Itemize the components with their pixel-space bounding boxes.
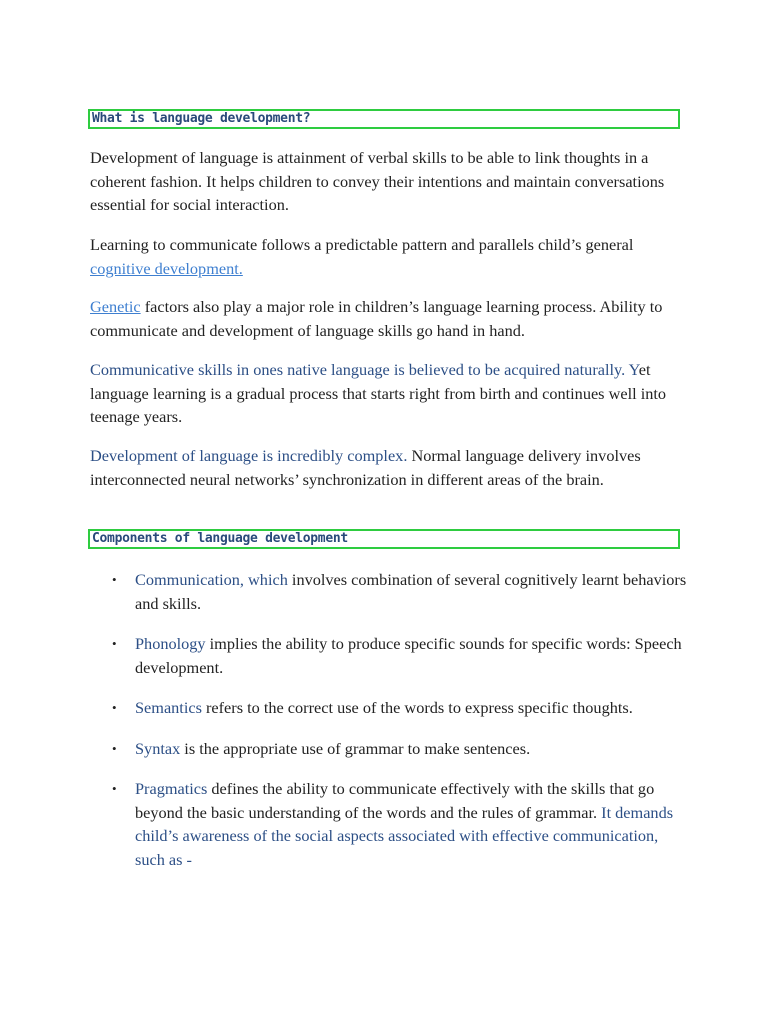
cognitive-development-link[interactable]: cognitive development. (90, 258, 243, 278)
list-item-syntax (90, 737, 690, 761)
bullet-icon: • (112, 700, 117, 715)
term-communication: Communication, which (135, 570, 288, 589)
pragmatics-highlight: It demands child’s awareness of the social aspects associated with effective communication, such as - (135, 802, 674, 869)
paragraph-complexity (90, 444, 690, 491)
term-syntax: Syntax (135, 738, 181, 758)
paragraph-communicative-skills (90, 358, 690, 429)
term-semantics: Semantics (135, 698, 202, 717)
complexity-text: Normal language delivery involves interconnected neural networks’ synchronization in different areas of the brain. (90, 446, 641, 489)
complexity-highlight: Development of language is incredibly complex. (90, 446, 408, 465)
term-pragmatics: Pragmatics (135, 779, 208, 798)
description-semantics: refers to the correct use of the words to express specific thoughts. (201, 698, 633, 717)
components-list (90, 568, 690, 888)
section-heading-components: Components of language development (88, 529, 680, 549)
paragraph-pattern-text: Learning to communicate follows a predictable pattern and parallels child’s general (90, 235, 634, 254)
bullet-icon: • (112, 572, 117, 587)
term-phonology: Phonology (135, 634, 206, 653)
list-item-phonology (90, 632, 690, 679)
paragraph-genetic (90, 295, 690, 342)
description-syntax: is the appropriate use of grammar to make sentences. (180, 738, 531, 758)
description-communication: involves combination of several cognitively learnt behaviors and skills. (135, 570, 687, 613)
communicative-skills-highlight: Communicative skills in ones native language is believed to be acquired naturally. Y (90, 360, 639, 379)
list-item-semantics (90, 696, 690, 720)
description-phonology: implies the ability to produce specific sounds for specific words: Speech development. (135, 634, 682, 677)
communicative-skills-text: et language learning is a gradual process that starts right from birth and continues well into teenage years. (90, 360, 667, 426)
bullet-icon: • (112, 636, 117, 651)
list-item-communication (90, 568, 690, 615)
genetic-link[interactable]: Genetic (90, 297, 141, 316)
section-heading-language-development: What is language development? (88, 109, 680, 129)
paragraph-pattern (90, 233, 690, 280)
description-pragmatics: defines the ability to communicate effectively with the skills that go beyond the basic understanding of the words and the rules of grammar. (135, 779, 655, 822)
paragraph-genetic-text: factors also play a major role in children’s language learning process. Ability to communicate and development of language skills go hand in hand. (90, 297, 663, 340)
list-item-pragmatics (90, 777, 690, 871)
bullet-icon: • (112, 781, 117, 796)
bullet-icon: • (112, 740, 117, 756)
paragraph-definition: Development of language is attainment of verbal skills to be able to link thoughts in a coherent fashion. It helps children to convey their intentions and maintain conversations essential for social interaction. (90, 148, 665, 214)
